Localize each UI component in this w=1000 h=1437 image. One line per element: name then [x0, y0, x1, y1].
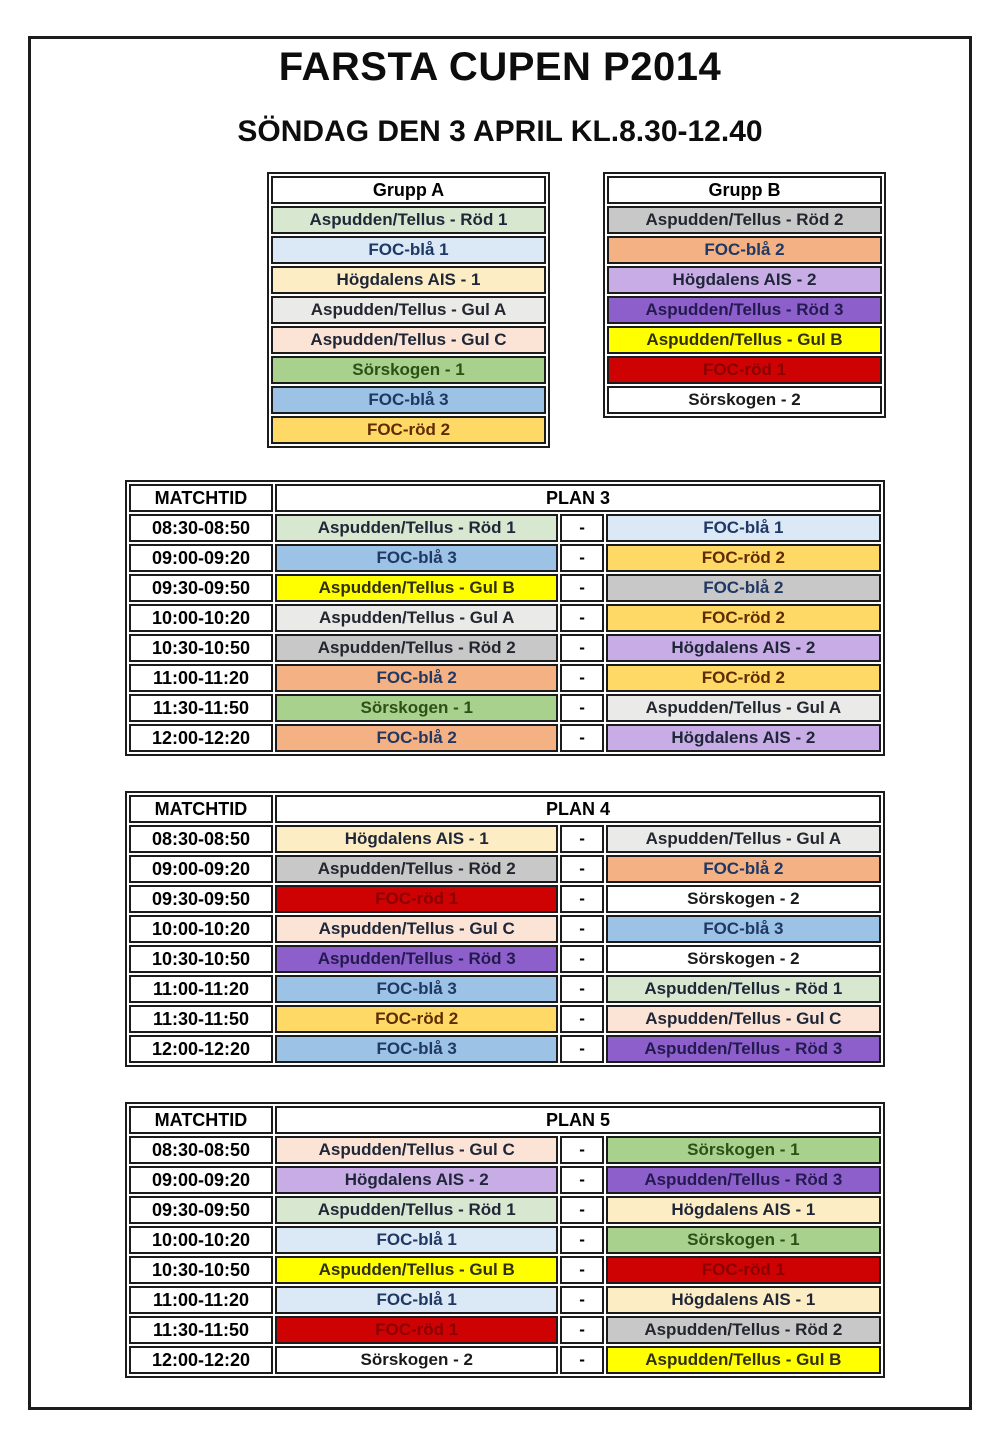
team-cell: Aspudden/Tellus - Gul B [275, 1256, 558, 1284]
group-team-row [271, 326, 546, 354]
match-time-cell: 09:00-09:20 [129, 1166, 273, 1194]
match-row [129, 1256, 881, 1284]
group-name-cell: Grupp B [607, 176, 882, 204]
team-cell: Aspudden/Tellus - Gul C [606, 1005, 881, 1033]
match-row [129, 1226, 881, 1254]
versus-separator-cell: - [560, 1166, 603, 1194]
team-cell: Sörskogen - 2 [607, 386, 882, 414]
team-cell: Aspudden/Tellus - Gul C [275, 1136, 558, 1164]
group-team-row [271, 236, 546, 264]
team-cell: Aspudden/Tellus - Gul B [606, 1346, 881, 1374]
match-time-cell: 11:30-11:50 [129, 694, 273, 722]
match-row [129, 885, 881, 913]
match-row [129, 514, 881, 542]
match-time-cell: 11:30-11:50 [129, 1316, 273, 1344]
versus-separator-cell: - [560, 1256, 603, 1284]
team-cell: Aspudden/Tellus - Gul B [607, 326, 882, 354]
schedule-header-row [129, 1106, 881, 1134]
versus-separator-cell: - [560, 1346, 603, 1374]
team-cell: Aspudden/Tellus - Röd 1 [275, 1196, 558, 1224]
team-cell: Aspudden/Tellus - Röd 3 [606, 1035, 881, 1063]
match-row [129, 544, 881, 572]
team-cell: FOC-blå 2 [275, 724, 558, 752]
team-cell: Aspudden/Tellus - Röd 2 [606, 1316, 881, 1344]
group-team-row [607, 386, 882, 414]
match-time-cell: 11:00-11:20 [129, 975, 273, 1003]
versus-separator-cell: - [560, 544, 603, 572]
versus-separator-cell: - [560, 604, 603, 632]
schedule-header-row [129, 484, 881, 512]
team-cell: Högdalens AIS - 1 [606, 1196, 881, 1224]
match-row [129, 694, 881, 722]
team-cell: Aspudden/Tellus - Röd 3 [275, 945, 558, 973]
team-cell: Högdalens AIS - 1 [606, 1286, 881, 1314]
team-cell: Aspudden/Tellus - Röd 1 [271, 206, 546, 234]
versus-separator-cell: - [560, 945, 603, 973]
team-cell: FOC-blå 1 [271, 236, 546, 264]
versus-separator-cell: - [560, 825, 603, 853]
group-team-row [271, 266, 546, 294]
versus-separator-cell: - [560, 855, 603, 883]
versus-separator-cell: - [560, 514, 603, 542]
versus-separator-cell: - [560, 1005, 603, 1033]
match-time-cell: 12:00-12:20 [129, 1035, 273, 1063]
team-cell: Aspudden/Tellus - Röd 2 [275, 855, 558, 883]
plan-5-schedule-table [125, 1102, 885, 1378]
page-subtitle: SÖNDAG DEN 3 APRIL KL.8.30-12.40 [237, 115, 763, 148]
page-title: FARSTA CUPEN P2014 [278, 45, 722, 89]
match-row [129, 915, 881, 943]
versus-separator-cell: - [560, 1196, 603, 1224]
team-cell: FOC-röd 1 [275, 885, 558, 913]
team-cell: Sörskogen - 1 [275, 694, 558, 722]
matchtid-header-cell: MATCHTID [129, 1106, 273, 1134]
match-row [129, 1316, 881, 1344]
versus-separator-cell: - [560, 634, 603, 662]
match-time-cell: 08:30-08:50 [129, 1136, 273, 1164]
match-row [129, 1166, 881, 1194]
team-cell: Sörskogen - 1 [606, 1226, 881, 1254]
versus-separator-cell: - [560, 1226, 603, 1254]
match-row [129, 825, 881, 853]
team-cell: Aspudden/Tellus - Gul A [606, 825, 881, 853]
group-name-cell: Grupp A [271, 176, 546, 204]
team-cell: Aspudden/Tellus - Röd 1 [606, 975, 881, 1003]
match-row [129, 855, 881, 883]
versus-separator-cell: - [560, 1035, 603, 1063]
team-cell: FOC-blå 1 [275, 1286, 558, 1314]
team-cell: FOC-blå 3 [271, 386, 546, 414]
versus-separator-cell: - [560, 724, 603, 752]
match-row [129, 1286, 881, 1314]
team-cell: Högdalens AIS - 2 [606, 724, 881, 752]
match-time-cell: 09:30-09:50 [129, 885, 273, 913]
versus-separator-cell: - [560, 1136, 603, 1164]
team-cell: FOC-blå 2 [606, 574, 881, 602]
match-row [129, 724, 881, 752]
match-time-cell: 10:00-10:20 [129, 604, 273, 632]
team-cell: Sörskogen - 2 [606, 945, 881, 973]
team-cell: Aspudden/Tellus - Gul C [275, 915, 558, 943]
group-team-row [271, 356, 546, 384]
match-time-cell: 11:00-11:20 [129, 1286, 273, 1314]
plan-4-schedule-table [125, 791, 885, 1067]
team-cell: Sörskogen - 1 [271, 356, 546, 384]
match-row [129, 1005, 881, 1033]
match-time-cell: 09:30-09:50 [129, 1196, 273, 1224]
match-time-cell: 10:30-10:50 [129, 1256, 273, 1284]
team-cell: Aspudden/Tellus - Röd 2 [275, 634, 558, 662]
page-border [28, 36, 972, 1410]
group-team-row [607, 206, 882, 234]
group-header-row [271, 176, 546, 204]
team-cell: Aspudden/Tellus - Gul A [606, 694, 881, 722]
match-row [129, 1196, 881, 1224]
team-cell: FOC-röd 2 [606, 604, 881, 632]
group-team-row [607, 356, 882, 384]
team-cell: Högdalens AIS - 1 [275, 825, 558, 853]
team-cell: Aspudden/Tellus - Gul C [271, 326, 546, 354]
team-cell: FOC-röd 1 [606, 1256, 881, 1284]
versus-separator-cell: - [560, 574, 603, 602]
team-cell: Sörskogen - 1 [606, 1136, 881, 1164]
match-row [129, 945, 881, 973]
team-cell: Sörskogen - 2 [606, 885, 881, 913]
group-a-table [267, 172, 550, 448]
match-time-cell: 08:30-08:50 [129, 514, 273, 542]
team-cell: FOC-blå 1 [606, 514, 881, 542]
team-cell: FOC-röd 1 [607, 356, 882, 384]
team-cell: FOC-röd 2 [271, 416, 546, 444]
schedule-header-row [129, 795, 881, 823]
group-team-row [607, 326, 882, 354]
match-time-cell: 09:00-09:20 [129, 855, 273, 883]
team-cell: Högdalens AIS - 2 [275, 1166, 558, 1194]
group-team-row [607, 236, 882, 264]
match-row [129, 664, 881, 692]
team-cell: Aspudden/Tellus - Röd 3 [606, 1166, 881, 1194]
match-row [129, 975, 881, 1003]
team-cell: Aspudden/Tellus - Röd 1 [275, 514, 558, 542]
group-team-row [271, 206, 546, 234]
plan-header-cell: PLAN 5 [275, 1106, 881, 1134]
team-cell: FOC-röd 2 [606, 544, 881, 572]
versus-separator-cell: - [560, 694, 603, 722]
match-row [129, 604, 881, 632]
matchtid-header-cell: MATCHTID [129, 795, 273, 823]
versus-separator-cell: - [560, 664, 603, 692]
group-team-row [271, 416, 546, 444]
match-time-cell: 12:00-12:20 [129, 724, 273, 752]
match-time-cell: 11:00-11:20 [129, 664, 273, 692]
team-cell: FOC-röd 1 [275, 1316, 558, 1344]
team-cell: FOC-blå 3 [275, 975, 558, 1003]
team-cell: FOC-blå 1 [275, 1226, 558, 1254]
team-cell: Sörskogen - 2 [275, 1346, 558, 1374]
team-cell: FOC-blå 2 [606, 855, 881, 883]
team-cell: FOC-röd 2 [606, 664, 881, 692]
plan-3-schedule-table [125, 480, 885, 756]
team-cell: Högdalens AIS - 1 [271, 266, 546, 294]
team-cell: FOC-blå 3 [275, 1035, 558, 1063]
team-cell: Högdalens AIS - 2 [607, 266, 882, 294]
match-time-cell: 10:00-10:20 [129, 1226, 273, 1254]
team-cell: Aspudden/Tellus - Gul B [275, 574, 558, 602]
match-time-cell: 11:30-11:50 [129, 1005, 273, 1033]
group-team-row [607, 296, 882, 324]
group-team-row [271, 296, 546, 324]
plan-header-cell: PLAN 4 [275, 795, 881, 823]
match-row [129, 1035, 881, 1063]
team-cell: Aspudden/Tellus - Röd 3 [607, 296, 882, 324]
versus-separator-cell: - [560, 1316, 603, 1344]
group-team-row [271, 386, 546, 414]
plan-header-cell: PLAN 3 [275, 484, 881, 512]
team-cell: Aspudden/Tellus - Gul A [271, 296, 546, 324]
versus-separator-cell: - [560, 915, 603, 943]
match-time-cell: 10:30-10:50 [129, 945, 273, 973]
versus-separator-cell: - [560, 1286, 603, 1314]
team-cell: Aspudden/Tellus - Gul A [275, 604, 558, 632]
group-header-row [607, 176, 882, 204]
match-row [129, 1346, 881, 1374]
versus-separator-cell: - [560, 975, 603, 1003]
match-time-cell: 09:00-09:20 [129, 544, 273, 572]
team-cell: FOC-blå 3 [275, 544, 558, 572]
match-time-cell: 10:00-10:20 [129, 915, 273, 943]
match-time-cell: 09:30-09:50 [129, 574, 273, 602]
team-cell: Aspudden/Tellus - Röd 2 [607, 206, 882, 234]
match-row [129, 1136, 881, 1164]
match-time-cell: 10:30-10:50 [129, 634, 273, 662]
match-time-cell: 12:00-12:20 [129, 1346, 273, 1374]
group-b-table [603, 172, 886, 418]
team-cell: FOC-blå 2 [275, 664, 558, 692]
team-cell: FOC-blå 3 [606, 915, 881, 943]
team-cell: Högdalens AIS - 2 [606, 634, 881, 662]
versus-separator-cell: - [560, 885, 603, 913]
match-time-cell: 08:30-08:50 [129, 825, 273, 853]
matchtid-header-cell: MATCHTID [129, 484, 273, 512]
group-team-row [607, 266, 882, 294]
match-row [129, 574, 881, 602]
team-cell: FOC-blå 2 [607, 236, 882, 264]
match-row [129, 634, 881, 662]
team-cell: FOC-röd 2 [275, 1005, 558, 1033]
